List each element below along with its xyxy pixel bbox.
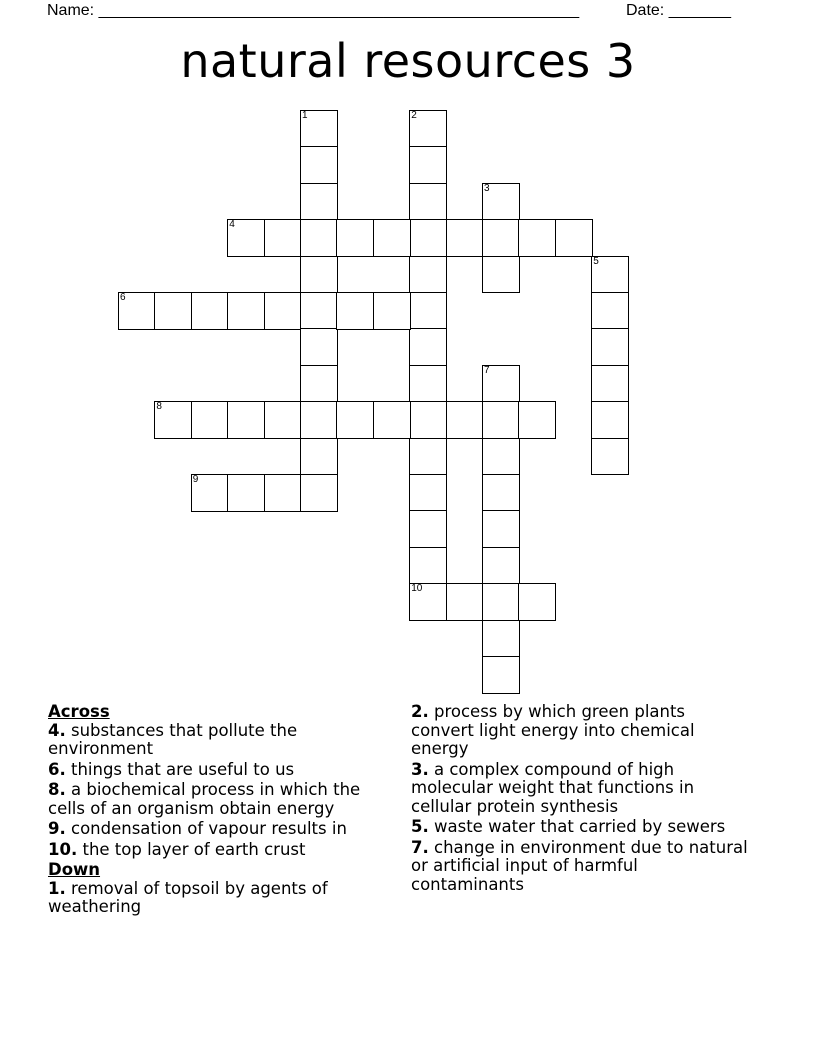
clue-item bbox=[48, 880, 393, 917]
clue-number: 2. bbox=[411, 702, 429, 721]
clue-item bbox=[48, 841, 393, 860]
grid-cell[interactable] bbox=[446, 583, 484, 621]
grid-cell[interactable] bbox=[409, 547, 447, 585]
grid-cell[interactable] bbox=[409, 256, 447, 294]
grid-cell[interactable] bbox=[555, 219, 593, 257]
clue-number: 3. bbox=[411, 759, 429, 779]
grid-cell[interactable] bbox=[227, 401, 265, 439]
grid-cell[interactable] bbox=[191, 292, 229, 330]
grid-cell[interactable] bbox=[446, 401, 484, 439]
grid-cell[interactable] bbox=[591, 256, 629, 294]
down-heading: Down bbox=[48, 860, 101, 879]
grid-cell[interactable] bbox=[409, 219, 447, 257]
clue-number: 6. bbox=[48, 759, 66, 779]
clue-text: a complex compound of high molecular weight that functions in cellular protein synthesis bbox=[411, 759, 695, 816]
clue-item bbox=[48, 820, 393, 839]
grid-cell[interactable] bbox=[482, 547, 520, 585]
grid-cell[interactable] bbox=[518, 583, 556, 621]
grid-cell[interactable] bbox=[591, 365, 629, 403]
grid-cell[interactable] bbox=[409, 401, 447, 439]
clue-number: 4 bbox=[229, 219, 235, 231]
clue-number: 2 bbox=[411, 110, 417, 121]
clue-text: removal of topsoil by agents of weathering bbox=[48, 878, 328, 916]
clue-number: 9. bbox=[48, 819, 66, 838]
grid-cell[interactable] bbox=[482, 583, 520, 621]
grid-cell[interactable] bbox=[409, 183, 447, 221]
grid-cell[interactable] bbox=[300, 256, 338, 294]
grid-cell[interactable] bbox=[373, 401, 411, 439]
grid-cell[interactable] bbox=[482, 620, 520, 658]
grid-cell[interactable] bbox=[409, 438, 447, 476]
across-heading: Across bbox=[48, 702, 110, 721]
clue-number: 5 bbox=[593, 255, 599, 267]
clue-number: 4. bbox=[48, 720, 66, 740]
grid-cell[interactable] bbox=[446, 219, 484, 257]
clue-text: change in environment due to natural or artificial input of harmful contaminants bbox=[411, 837, 748, 894]
clue-item bbox=[48, 722, 393, 759]
grid-cell[interactable] bbox=[409, 510, 447, 548]
grid-cell[interactable] bbox=[482, 656, 520, 694]
clue-number: 10 bbox=[411, 583, 423, 595]
grid-cell[interactable] bbox=[591, 401, 629, 439]
clue-number: 3 bbox=[484, 182, 490, 194]
grid-cell[interactable] bbox=[264, 474, 302, 512]
grid-cell[interactable] bbox=[300, 328, 338, 366]
clue-number: 8 bbox=[156, 401, 162, 413]
grid-cell[interactable] bbox=[227, 219, 265, 257]
clue-text: process by which green plants convert light energy into chemical energy bbox=[411, 702, 695, 758]
grid-cell[interactable] bbox=[518, 219, 556, 257]
clue-text: the top layer of earth crust bbox=[77, 839, 306, 859]
grid-cell[interactable] bbox=[373, 219, 411, 257]
grid-cell[interactable] bbox=[336, 292, 374, 330]
page-title: natural resources 3 bbox=[180, 34, 636, 88]
grid-cell[interactable] bbox=[482, 474, 520, 512]
grid-cell[interactable] bbox=[300, 438, 338, 476]
clue-number: 1. bbox=[48, 878, 66, 898]
grid-cell[interactable] bbox=[300, 292, 338, 330]
clue-item bbox=[411, 839, 751, 895]
grid-cell[interactable] bbox=[409, 110, 447, 148]
date-field: Date: _______ bbox=[626, 2, 731, 19]
grid-cell[interactable] bbox=[154, 401, 192, 439]
clue-item bbox=[411, 761, 751, 817]
grid-cell[interactable] bbox=[336, 401, 374, 439]
grid-cell[interactable] bbox=[264, 401, 302, 439]
grid-cell[interactable] bbox=[482, 256, 520, 294]
grid-cell[interactable] bbox=[518, 401, 556, 439]
name-field: Name: ______________________________________________________ bbox=[47, 2, 580, 19]
grid-cell[interactable] bbox=[264, 292, 302, 330]
clue-text: waste water that carried by sewers bbox=[428, 817, 726, 836]
clue-item bbox=[48, 781, 393, 818]
clues-right-column bbox=[411, 703, 751, 896]
grid-cell[interactable] bbox=[154, 292, 192, 330]
grid-cell[interactable] bbox=[227, 474, 265, 512]
grid-cell[interactable] bbox=[409, 328, 447, 366]
grid-cell[interactable] bbox=[409, 292, 447, 330]
grid-cell[interactable] bbox=[591, 438, 629, 476]
clue-text: substances that pollute the environment bbox=[48, 720, 298, 758]
clue-text: things that are useful to us bbox=[65, 759, 295, 779]
grid-cell[interactable] bbox=[591, 328, 629, 366]
clue-text: a biochemical process in which the cells of an organism obtain energy bbox=[48, 780, 361, 818]
grid-cell[interactable] bbox=[227, 292, 265, 330]
grid-cell[interactable] bbox=[300, 365, 338, 403]
grid-cell[interactable] bbox=[482, 365, 520, 403]
clue-number: 1 bbox=[302, 110, 308, 121]
clues-left-column bbox=[48, 703, 393, 919]
grid-cell[interactable] bbox=[591, 292, 629, 330]
clue-number: 10. bbox=[48, 839, 78, 859]
grid-cell[interactable] bbox=[482, 510, 520, 548]
clue-number: 9 bbox=[192, 474, 199, 485]
clue-number: 6 bbox=[120, 292, 126, 303]
grid-cell[interactable] bbox=[373, 292, 411, 330]
clue-number: 8. bbox=[48, 780, 66, 799]
grid-cell[interactable] bbox=[264, 219, 302, 257]
grid-cell[interactable] bbox=[482, 401, 520, 439]
grid-cell[interactable] bbox=[300, 474, 338, 512]
grid-cell[interactable] bbox=[409, 365, 447, 403]
grid-cell[interactable] bbox=[336, 219, 374, 257]
grid-cell[interactable] bbox=[409, 583, 447, 621]
clue-text: condensation of vapour results in bbox=[65, 819, 347, 838]
grid-cell[interactable] bbox=[300, 183, 338, 221]
clue-item bbox=[411, 818, 751, 837]
grid-cell[interactable] bbox=[482, 183, 520, 221]
grid-cell[interactable] bbox=[300, 110, 338, 148]
clue-number: 7. bbox=[411, 837, 429, 857]
clue-item bbox=[411, 703, 751, 759]
grid-cell[interactable] bbox=[482, 438, 520, 476]
grid-cell[interactable] bbox=[409, 474, 447, 512]
grid-cell[interactable] bbox=[191, 401, 229, 439]
grid-cell[interactable] bbox=[118, 292, 156, 330]
grid-cell[interactable] bbox=[300, 401, 338, 439]
clue-number: 7 bbox=[484, 364, 490, 376]
clue-item bbox=[48, 761, 393, 780]
clue-number: 5. bbox=[411, 817, 429, 836]
grid-cell[interactable] bbox=[409, 146, 447, 184]
grid-cell[interactable] bbox=[482, 219, 520, 257]
grid-cell[interactable] bbox=[191, 474, 229, 512]
grid-cell[interactable] bbox=[300, 219, 338, 257]
grid-cell[interactable] bbox=[300, 146, 338, 184]
